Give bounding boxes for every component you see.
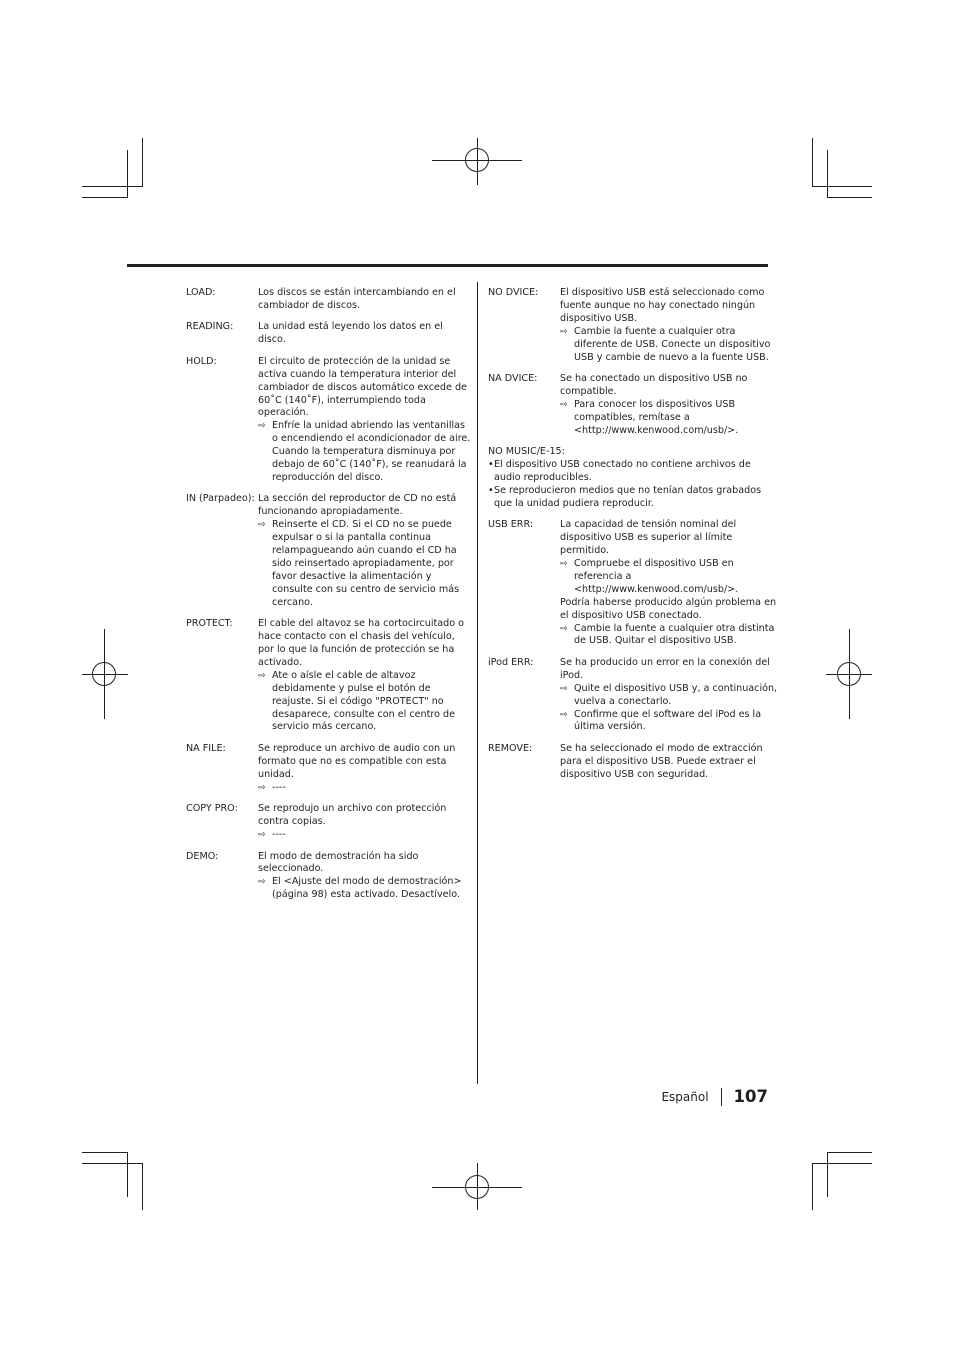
message-desc: Se reprodujo un archivo con protección contra copias.: [258, 803, 447, 828]
remedy-item: ⇨ Para conocer los dispositivos USB compatibles, remítase a <http://www.kenwood.com/usb/>.: [560, 398, 739, 436]
arrow-right-icon: ⇨: [560, 623, 568, 634]
left-column: [186, 287, 471, 911]
remedy-item: ⇨ Cambie la fuente a cualquier otra distinta de USB. Quitar el dispositivo USB.: [560, 622, 775, 647]
message-desc: La sección del reproductor de CD no está funcionando apropiadamente.: [258, 493, 457, 518]
remedy-item: ⇨ ----: [258, 781, 286, 793]
message-entry-copy-pro: [186, 803, 471, 842]
message-desc: Se ha producido un error en la conexión del iPod.: [560, 656, 770, 681]
arrow-right-icon: ⇨: [258, 877, 266, 888]
message-desc: La unidad está leyendo los datos en el disco.: [258, 321, 443, 346]
arrow-right-icon: ⇨: [560, 559, 568, 569]
arrow-right-icon: ⇨: [258, 670, 266, 681]
message-entry-na-dvice: [488, 373, 778, 438]
remedy-item: ⇨ Enfríe la unidad abriendo las ventanillas o encendiendo el acondicionador de aire. Cuando la temperatura disminuya por debajo de 60˚C (140˚F), se reanudará la reproducción del disco.: [258, 420, 471, 483]
message-term: READING:: [186, 321, 234, 333]
message-entry-no-dvice: [488, 287, 778, 364]
remedy-item: ⇨ Ate o aísle el cable de altavoz debidamente y pulse el botón de reajuste. Si el código "PROTECT" no desaparece, consulte con el centro de servicio más cercano.: [258, 669, 455, 733]
message-term: DEMO:: [186, 850, 219, 862]
message-term: NA DVICE:: [488, 373, 538, 385]
page-footer: [661, 1087, 768, 1106]
message-desc: Los discos se están intercambiando en el cambiador de discos.: [258, 287, 456, 311]
bullet-icon: •: [488, 484, 494, 496]
message-entry-load: [186, 287, 471, 313]
remedy-item: ⇨ Cambie la fuente a cualquier otra diferente de USB. Conecte un dispositivo USB y cambie de nuevo a la fuente USB.: [560, 325, 771, 363]
remedy-item: ⇨ Quite el dispositivo USB y, a continuación, vuelva a conectarlo.: [560, 682, 778, 707]
arrow-right-icon: ⇨: [560, 326, 568, 337]
remedy-item: ⇨ El <Ajuste del modo de demostración> (página 98) esta activado. Desactívelo.: [258, 876, 462, 901]
message-term: NO MUSIC/E-15:: [488, 446, 565, 458]
message-entry-no-music: [488, 446, 778, 511]
message-entry-in-parpadeo: [186, 493, 471, 609]
remedy-item: ⇨ ----: [258, 829, 286, 840]
message-entry-hold: [186, 356, 471, 485]
message-entry-protect: [186, 618, 471, 734]
message-desc: La capacidad de tensión nominal del dispositivo USB es superior al límite permitido.: [560, 519, 737, 557]
message-entry-remove: [488, 743, 778, 782]
message-entry-demo: [186, 851, 471, 903]
message-term: NA FILE:: [186, 742, 226, 754]
column-divider: [477, 282, 478, 1084]
arrow-right-icon: ⇨: [258, 520, 266, 531]
message-entry-usb-err: [488, 519, 778, 648]
bullet-item: • Se reproducieron medios que no tenían datos grabados que la unidad pudiera reproducir.: [488, 484, 762, 509]
message-term: PROTECT:: [186, 618, 233, 630]
message-entry-reading: [186, 321, 471, 347]
message-entry-na-file: [186, 743, 471, 795]
bullet-icon: •: [488, 459, 494, 471]
message-desc: El modo de demostración ha sido seleccionado.: [258, 850, 419, 875]
remedy-item: ⇨ Compruebe el dispositivo USB en referencia a <http://www.kenwood.com/usb/>.: [560, 558, 739, 595]
arrow-right-icon: ⇨: [560, 709, 568, 720]
message-term: IN (Parpadeo):: [186, 493, 255, 505]
bullet-item: • El dispositivo USB conectado no contiene archivos de audio reproducibles.: [488, 459, 751, 483]
page-number: 107: [733, 1087, 768, 1106]
message-term: USB ERR:: [488, 519, 534, 531]
message-term: HOLD:: [186, 355, 217, 367]
arrow-right-icon: ⇨: [560, 683, 568, 694]
remedy-item: ⇨ Confirme que el software del iPod es la última versión.: [560, 708, 762, 733]
message-term: REMOVE:: [488, 742, 533, 754]
language-label: Español: [661, 1089, 709, 1104]
message-entry-ipod-err: [488, 657, 778, 734]
message-desc: Se reproduce un archivo de audio con un formato que no es compatible con esta unidad.: [258, 742, 456, 780]
message-desc: Podría haberse producido algún problema en el dispositivo USB conectado.: [560, 596, 777, 621]
message-desc: Se ha conectado un dispositivo USB no compatible.: [560, 373, 748, 397]
arrow-right-icon: ⇨: [258, 830, 266, 840]
arrow-right-icon: ⇨: [258, 782, 266, 793]
message-desc: Se ha seleccionado el modo de extracción para el dispositivo USB. Puede extraer el dispositivo USB con seguridad.: [560, 742, 763, 780]
message-desc: El cable del altavoz se ha cortocircuitado o hace contacto con el chasis del vehículo, por lo que la función de protección se ha activado.: [258, 618, 465, 668]
message-term: NO DVICE:: [488, 287, 539, 298]
header-rule: [127, 264, 768, 267]
arrow-right-icon: ⇨: [560, 399, 568, 410]
message-term: COPY PRO:: [186, 803, 238, 815]
remedy-item: ⇨ Reinserte el CD. Si el CD no se puede expulsar o si la pantalla continua relampagueando aún cuando el CD ha sido reinsertado apropiadamente, por favor desactive la alimentación y consulte con su centro de servicio más cercano.: [258, 519, 460, 608]
message-term: LOAD:: [186, 287, 216, 298]
message-desc: El dispositivo USB está seleccionado como fuente aunque no hay conectado ningún dispositivo USB.: [560, 287, 765, 324]
message-term: iPod ERR:: [488, 656, 534, 668]
right-column: [488, 287, 778, 790]
arrow-right-icon: ⇨: [258, 421, 266, 432]
message-desc: El circuito de protección de la unidad se activa cuando la temperatura interior del cambiador de discos automático excede de 60˚C (140˚F), interrumpiendo toda operación.: [258, 355, 467, 419]
